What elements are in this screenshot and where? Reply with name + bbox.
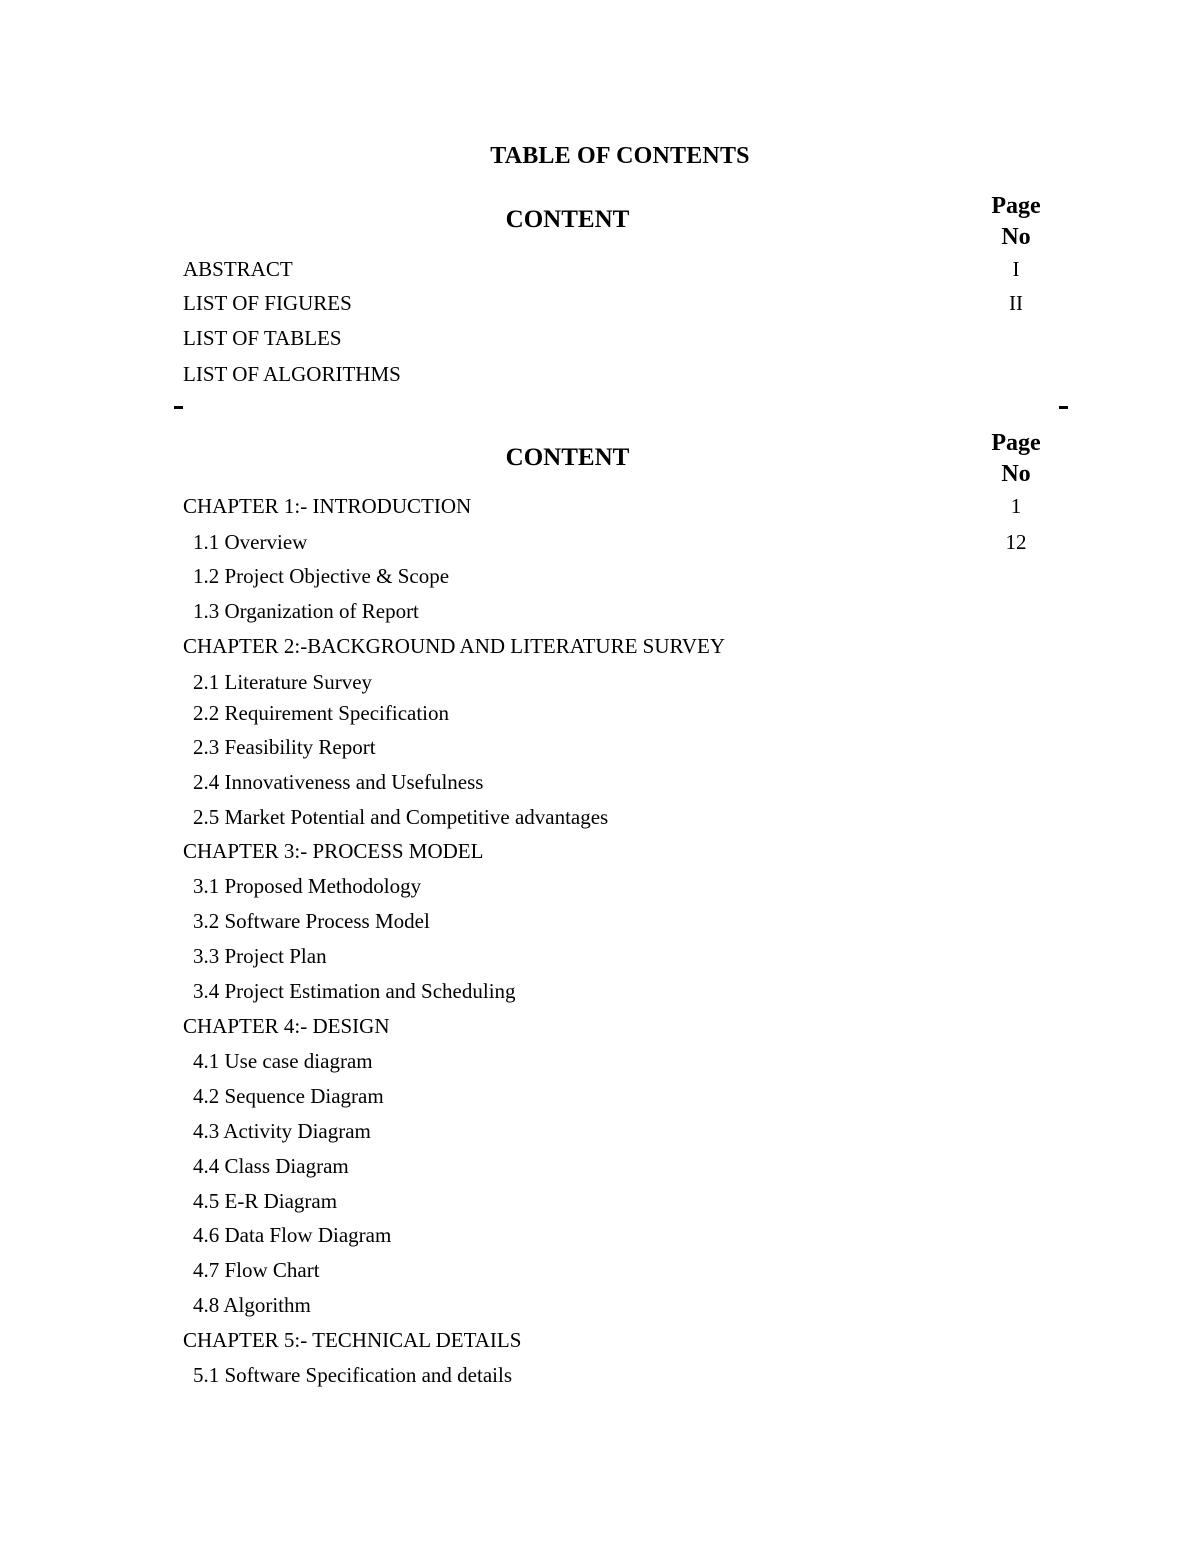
separator-mark-left — [174, 406, 183, 409]
separator-mark-right — [1059, 406, 1068, 409]
toc-entry-label: 4.4 Class Diagram — [193, 1154, 349, 1178]
toc-entry-label: 4.3 Activity Diagram — [193, 1119, 371, 1143]
toc-row — [0, 944, 1200, 974]
toc-entry-label: 2.4 Innovativeness and Usefulness — [193, 770, 484, 794]
page-header-line1: Page — [991, 193, 1041, 219]
page-no-column-header — [968, 191, 1064, 253]
toc-entry-label: 4.6 Data Flow Diagram — [193, 1223, 392, 1247]
toc-row — [0, 670, 1200, 700]
toc-row — [0, 326, 1200, 356]
toc-entry-label: CHAPTER 1:- INTRODUCTION — [183, 494, 472, 518]
toc-entry-label: ABSTRACT — [183, 257, 293, 281]
toc-entry-label: 2.1 Literature Survey — [193, 670, 373, 694]
toc-row — [0, 1014, 1200, 1044]
toc-entry-label: LIST OF ALGORITHMS — [183, 362, 401, 386]
toc-entry-label: 3.1 Proposed Methodology — [193, 874, 422, 898]
toc-row — [0, 805, 1200, 835]
toc-row — [0, 1154, 1200, 1184]
toc-row — [0, 979, 1200, 1009]
toc-row — [0, 494, 1200, 524]
toc-entry-label: 3.2 Software Process Model — [193, 909, 430, 933]
toc-entry-label: 3.4 Project Estimation and Scheduling — [193, 979, 516, 1003]
toc-row — [0, 1328, 1200, 1358]
toc-row — [0, 839, 1200, 869]
toc-entry-label: 5.1 Software Specification and details — [193, 1363, 512, 1387]
toc-entry-label: CHAPTER 4:- DESIGN — [183, 1014, 390, 1038]
toc-row — [0, 1189, 1200, 1219]
toc-row — [0, 735, 1200, 765]
content-column-header: CONTENT — [505, 206, 630, 233]
toc-entry-label: CHAPTER 2:-BACKGROUND AND LITERATURE SURVEY — [183, 634, 726, 658]
toc-row — [0, 874, 1200, 904]
toc-row — [0, 362, 1200, 392]
toc-entry-label: 1.3 Organization of Report — [193, 599, 419, 623]
toc-entry-label: 2.3 Feasibility Report — [193, 735, 376, 759]
toc-entry-label: 4.8 Algorithm — [193, 1293, 311, 1317]
toc-entry-label: 4.7 Flow Chart — [193, 1258, 320, 1282]
toc-row — [0, 634, 1200, 664]
toc-entry-page: 12 — [1005, 530, 1027, 554]
toc-entry-page: II — [1009, 291, 1023, 315]
toc-entry-label: 2.2 Requirement Specification — [193, 701, 450, 725]
toc-entry-label: 4.2 Sequence Diagram — [193, 1084, 384, 1108]
toc-row — [0, 1084, 1200, 1114]
toc-row — [0, 1049, 1200, 1079]
toc-entry-label: 4.1 Use case diagram — [193, 1049, 373, 1073]
toc-row — [0, 564, 1200, 594]
toc-row — [0, 701, 1200, 731]
toc-row — [0, 1258, 1200, 1288]
page-header-line2: No — [1001, 461, 1031, 487]
toc-row — [0, 1293, 1200, 1323]
toc-entry-page: 1 — [1010, 494, 1022, 518]
toc-row — [0, 530, 1200, 560]
toc-entry-label: LIST OF FIGURES — [183, 291, 352, 315]
toc-row — [0, 291, 1200, 321]
toc-entry-label: 1.2 Project Objective & Scope — [193, 564, 450, 588]
toc-entry-label: 4.5 E-R Diagram — [193, 1189, 338, 1213]
toc-entry-label: CHAPTER 5:- TECHNICAL DETAILS — [183, 1328, 522, 1352]
page-no-column-header — [968, 428, 1064, 490]
toc-row — [0, 1223, 1200, 1253]
page-header-line1: Page — [991, 430, 1041, 456]
toc-row — [0, 257, 1200, 287]
content-column-header: CONTENT — [505, 444, 630, 471]
toc-row — [0, 909, 1200, 939]
toc-entry-label: 2.5 Market Potential and Competitive advantages — [193, 805, 609, 829]
toc-entry-label: CHAPTER 3:- PROCESS MODEL — [183, 839, 484, 863]
toc-entry-page: I — [1012, 257, 1020, 281]
toc-entry-label: LIST OF TABLES — [183, 326, 342, 350]
page-title: TABLE OF CONTENTS — [490, 143, 750, 169]
page-header-line2: No — [1001, 224, 1031, 250]
toc-row — [0, 599, 1200, 629]
toc-row — [0, 1119, 1200, 1149]
toc-row — [0, 1363, 1200, 1393]
toc-entry-label: 3.3 Project Plan — [193, 944, 327, 968]
toc-entry-label: 1.1 Overview — [193, 530, 308, 554]
toc-row — [0, 770, 1200, 800]
